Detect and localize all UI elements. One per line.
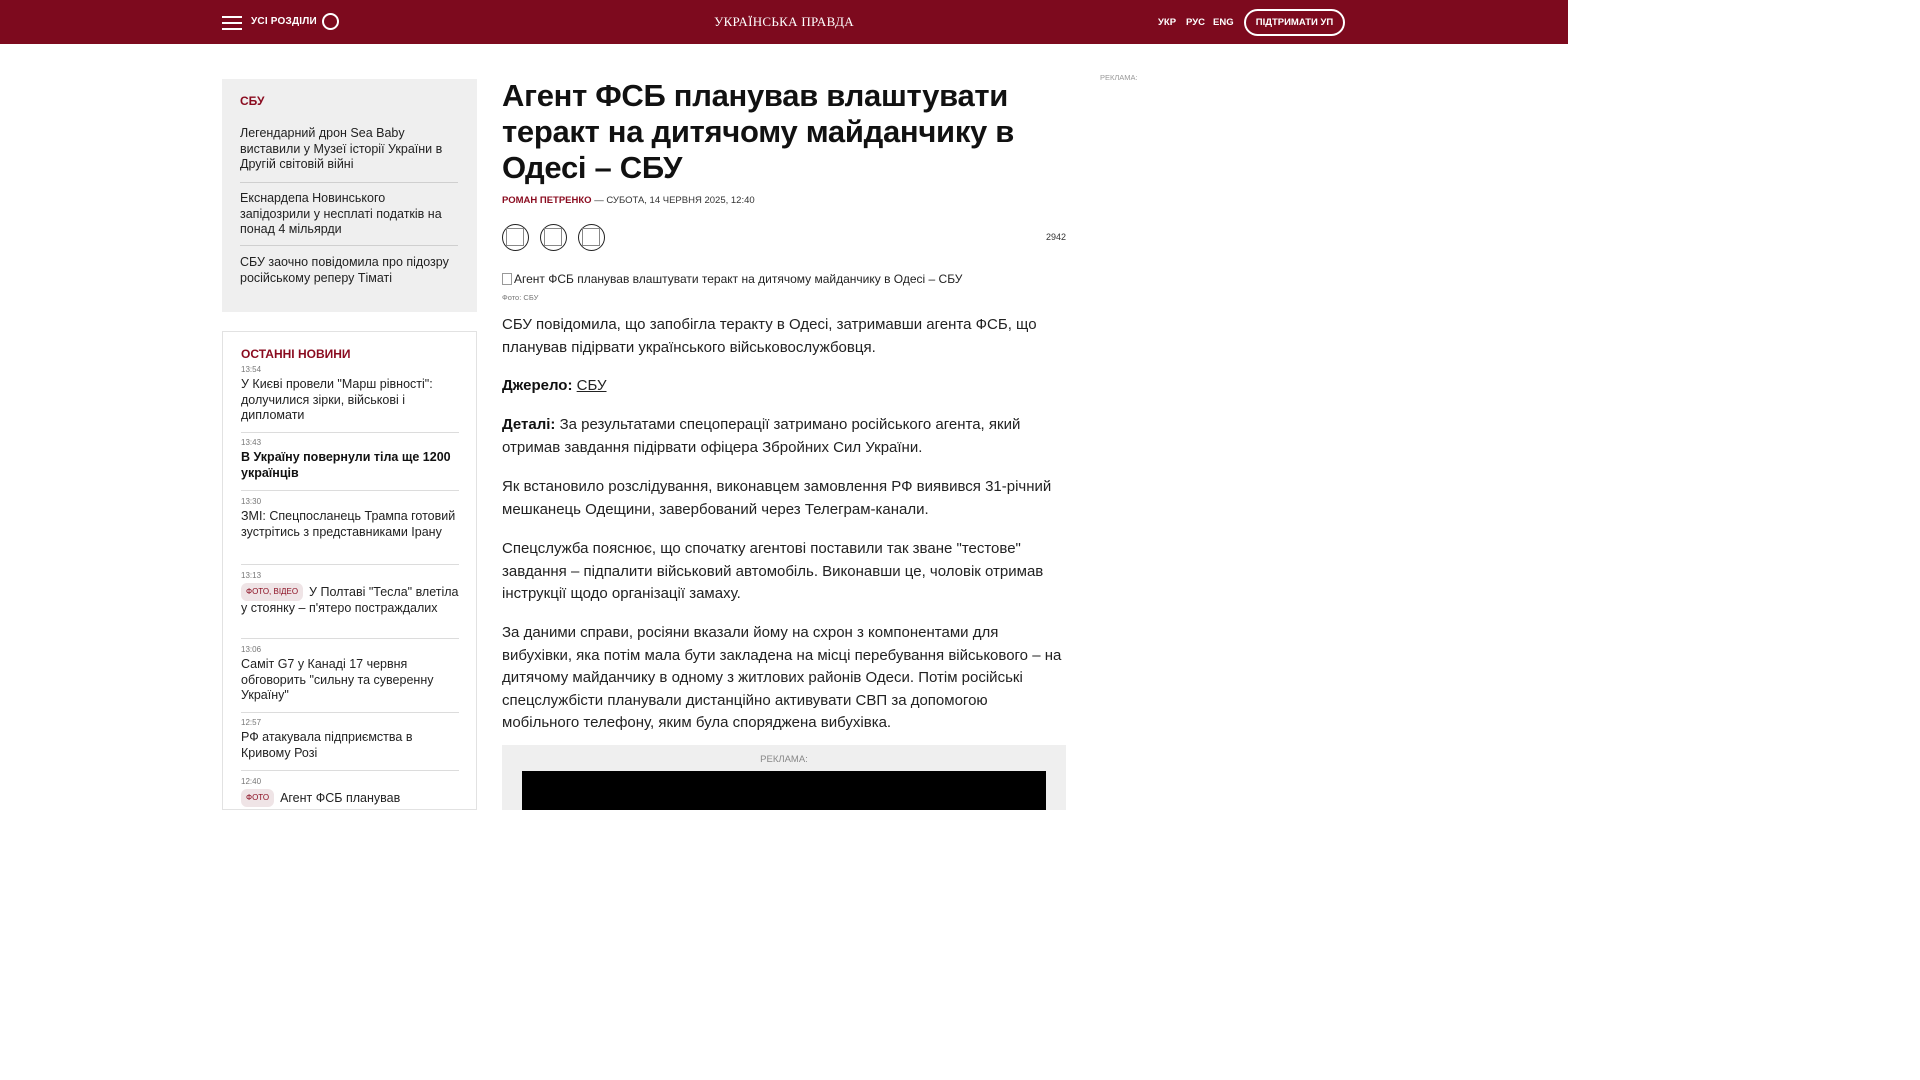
byline-separator: — <box>591 195 607 206</box>
divider <box>241 638 459 639</box>
divider <box>241 490 459 491</box>
author-link[interactable]: РОМАН ПЕТРЕНКО <box>502 195 592 206</box>
views-count: 2942 <box>1046 232 1067 242</box>
divider <box>241 712 459 713</box>
article-paragraph: За даними справи, росіяни вказали йому на схрон з компонентами для вибухівки, яка потім мала бути закладена на місці перебування військового – на дитячому майданчику в одному з житлових районів Одеси. Потім російські спецслужбісти планували дистанційно активувати СВП за допомогою мобільного телефону, яким була споряджена вибухівка. <box>502 624 1062 731</box>
divider <box>241 564 459 565</box>
sbu-news-item[interactable]: Легендарний дрон Sea Baby виставили у Музеї історії України в Другій світовій війні <box>240 126 443 171</box>
share-facebook-icon[interactable] <box>502 224 529 251</box>
sbu-news-item[interactable]: Екснардепа Новинського запідозрили у несплаті податків на понад 4 мільярди <box>240 191 442 236</box>
divider <box>241 770 459 771</box>
lang-ukr[interactable]: УКР <box>1158 17 1177 28</box>
latest-news-title[interactable]: ОСТАННІ НОВИНИ <box>241 347 351 361</box>
media-tag: ФОТО <box>241 789 274 807</box>
divider <box>241 432 459 433</box>
latest-news-box <box>222 331 477 810</box>
source-paragraph <box>502 375 1067 398</box>
photo-credit: Фото: СБУ <box>502 293 539 302</box>
ad-label: РЕКЛАМА: <box>760 754 808 765</box>
news-time: 13:13 <box>241 571 262 580</box>
news-item[interactable] <box>241 583 461 616</box>
publish-date: СУБОТА, 14 ЧЕРВНЯ 2025, 12:40 <box>606 195 755 206</box>
sbu-news-item[interactable]: СБУ заочно повідомила про підозру російському реперу Тіматі <box>240 255 449 285</box>
source-label: Джерело: <box>502 377 573 394</box>
details-paragraph <box>502 414 1067 459</box>
share-twitter-icon[interactable] <box>540 224 567 251</box>
media-tag: ФОТО, ВІДЕО <box>241 583 303 601</box>
details-text: За результатами спецоперації затримано російського агента, який отримав завдання підірвати офіцера Збройних Сил України. <box>502 416 1021 456</box>
broken-image-icon <box>502 273 512 285</box>
news-title[interactable]: Агент ФСБ планував <box>280 791 401 805</box>
news-time: 13:30 <box>241 497 262 506</box>
sbu-box-title[interactable]: СБУ <box>240 94 265 108</box>
news-time: 12:57 <box>241 718 262 727</box>
source-link[interactable]: СБУ <box>576 377 607 394</box>
right-ad-label: РЕКЛАМА: <box>1100 73 1138 82</box>
site-header <box>0 0 1568 44</box>
divider <box>240 245 458 246</box>
news-title[interactable]: В Україну повернули тіла ще 1200 українців <box>241 450 451 480</box>
news-title[interactable]: У Полтаві "Тесла" влетіла у стоянку – п'ятеро постраждалих <box>241 585 459 615</box>
lang-rus[interactable]: РУС <box>1186 17 1205 28</box>
photo-alt-text: Агент ФСБ планував влаштувати теракт на дитячому майданчику в Одесі – СБУ <box>514 272 963 286</box>
sbu-tag-box <box>222 79 477 312</box>
support-button[interactable]: ПІДТРИМАТИ УП <box>1244 9 1345 36</box>
ad-video-player[interactable] <box>522 771 1046 815</box>
share-telegram-icon[interactable] <box>578 224 605 251</box>
news-time: 13:43 <box>241 438 262 447</box>
article-paragraph: Як встановило розслідування, виконавцем замовлення РФ виявився 31-річний мешканець Одещини, завербований через Телеграм-канали. <box>502 478 1052 518</box>
news-title[interactable]: РФ атакувала підприємства в Кривому Розі <box>241 730 413 760</box>
article-paragraph: Спецслужба пояснює, що спочатку агентові поставили так зване "тестове" завдання – підпалити військовий автомобіль. Виконавши це, чоловік отримав інструкції щодо організації замаху. <box>502 540 1044 602</box>
lead-paragraph: СБУ повідомила, що запобігла теракту в Одесі, затримавши агента ФСБ, що планував підірвати українського військовослужбовця. <box>502 316 1037 356</box>
menu-icon[interactable] <box>222 16 242 30</box>
news-title[interactable]: Саміт G7 у Канаді 17 червня обговорить "сильну та суверенну Україну" <box>241 657 434 702</box>
byline <box>502 195 755 206</box>
news-time: 13:06 <box>241 645 262 654</box>
news-time: 13:54 <box>241 365 262 374</box>
search-icon[interactable] <box>322 13 339 30</box>
details-label: Деталі: <box>502 416 556 433</box>
site-logo[interactable]: УКРАЇНСЬКА ПРАВДА <box>714 14 854 29</box>
divider <box>240 182 458 183</box>
news-time: 12:40 <box>241 777 262 786</box>
viewport-bottom <box>0 810 1568 882</box>
lang-eng[interactable]: ENG <box>1213 17 1234 28</box>
article-photo <box>502 272 962 286</box>
news-title[interactable]: У Києві провели "Марш рівності": долучилися зірки, військові і дипломати <box>241 377 433 422</box>
all-sections-link[interactable]: УСІ РОЗДІЛИ <box>251 16 317 27</box>
news-title[interactable]: ЗМІ: Спецпосланець Трампа готовий зустрітись з представниками Ірану <box>241 509 456 539</box>
inline-ad <box>502 745 1066 815</box>
article-title: Агент ФСБ планував влаштувати теракт на дитячому майданчику в Одесі – СБУ <box>502 78 1015 185</box>
